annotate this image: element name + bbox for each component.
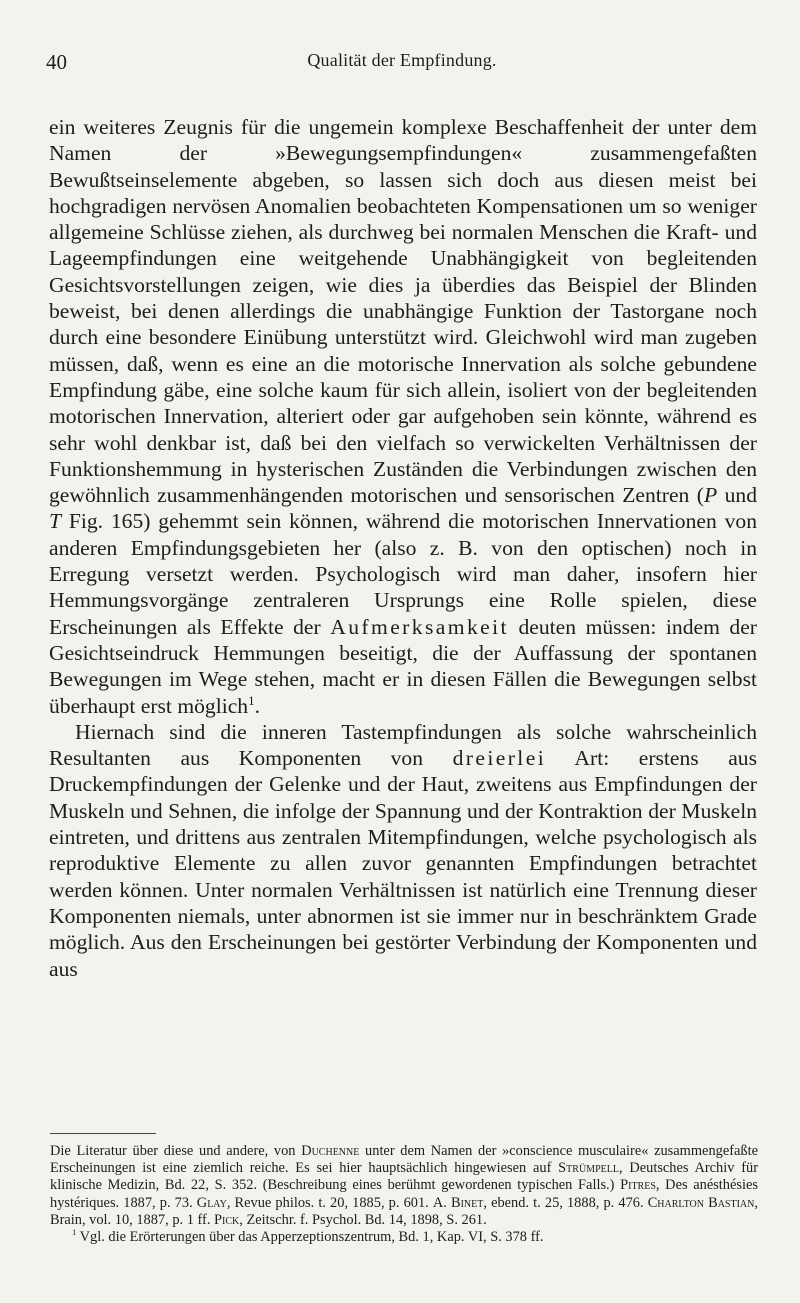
emphasis-aufmerksamkeit: Aufmerksamkeit (330, 614, 509, 639)
emphasis-dreierlei: dreierlei (452, 746, 547, 771)
body-text (49, 114, 757, 982)
running-title: Qualität der Empfindung. (307, 50, 497, 70)
letter-t: T (49, 509, 62, 534)
footnote-literature: Die Literatur über diese und andere, von Duchenne unter dem Namen der »conscience musculaire« zusammengefaßte Erscheinungen ist eine ziemlich reiche. Es sei hier hauptsächlich hingewiesen auf Strümpell, Deutsches Archiv für klinische Medizin, Bd. 22, S. 352. (Beschreibung eines berühmt gewordenen typischen Falls.) Pitres, Des anésthésies hystériques. 1887, p. 73. Glay, Revue philos. t. 20, 1885, p. 601. A. Binet, ebend. t. 25, 1888, p. 476. Charlton Bastian, Brain, vol. 10, 1887, p. 1 ff. Pick, Zeitschr. f. Psychol. Bd. 14, 1898, S. 261. (50, 1143, 759, 1228)
paragraph-1: ein weiteres Zeugnis für die ungemein komplexe Beschaffenheit der unter dem Namen der »Bewegungsempfindungen« zusammengefaßten Bewußtseinselemente abgeben, so lassen sich doch aus diesen meist bei hochgradigen nervösen Anomalien beobachteten Kompensationen um so weniger allgemeine Schlüsse ziehen, als durchweg bei normalen Menschen die Kraft- und Lageempfindungen eine weitgehende Unabhängigkeit von begleitenden Gesichtsvorstellungen zeigen, wie dies ja überdies das Beispiel der Blinden beweist, bei denen allerdings die unabhängige Funktion der Tastorgane noch durch eine besondere Einübung unterstützt wird. Gleichwohl wird man zugeben müssen, daß, wenn es eine an die motorische Innervation als solche gebundene Empfindung gäbe, eine solche kaum für sich allein, isoliert von der begleitenden motorischen Innervation, alteriert oder gar aufgehoben sein könnte, während es sehr wohl denkbar ist, daß bei den vielfach so verwickelten Verhältnissen der Funktionshemmung in hysterischen Zuständen die Verbindungen zwischen den gewöhnlich zusammenhängenden motorischen und sensorischen Zentren (P und T Fig. 165) gehemmt sein können, während die motorischen Innervationen von anderen Empfindungsgebieten her (also z. B. von den optischen) noch in Erregung versetzt werden. Psychologisch wird man daher, insofern hier Hemmungsvorgänge zentraleren Ursprungs eine Rolle spielen, diese Erscheinungen als Effekte der Aufmerksamkeit deuten müssen: indem der Gesichtseindruck Hemmungen beseitigt, die der Auffassung der spontanen Bewegungen im Wege stehen, macht er in diesen Fällen die Bewegungen selbst überhaupt erst möglich$^1$. (49, 115, 758, 718)
letter-p: P (703, 483, 718, 508)
page-number: 40 (46, 50, 67, 74)
paragraph-2: Hiernach sind die inneren Tastempfindungen als solche wahrscheinlich Resultanten aus Komponenten von dreierlei Art: erstens aus Druckempfindungen der Gelenke und der Haut, zweitens aus Empfindungen der Muskeln und Sehnen, die infolge der Spannung und der Kontraktion der Muskeln eintreten, und drittens aus zentralen Mitempfindungen, welche psychologisch als reproduktive Elemente zu allen zuvor genannten Empfindungen betrachtet werden können. Unter normalen Verhältnissen ist natürlich eine Trennung dieser Komponenten niemals, unter abnormen ist sie immer nur in beschränktem Grade möglich. Aus den Erscheinungen bei gestörter Verbindung der Komponenten und aus (49, 719, 757, 981)
footnote-marker: 1 (248, 692, 255, 708)
page-header (46, 50, 758, 78)
footnote-1-marker: 1 (72, 1227, 77, 1238)
footnote-1: $^1$ Vgl. die Erörterungen über das Apperzeptionszentrum, Bd. 1, Kap. VI, S. 378 ff. (72, 1227, 544, 1246)
footnotes (50, 1143, 758, 1246)
footnote-rule (50, 1133, 156, 1134)
